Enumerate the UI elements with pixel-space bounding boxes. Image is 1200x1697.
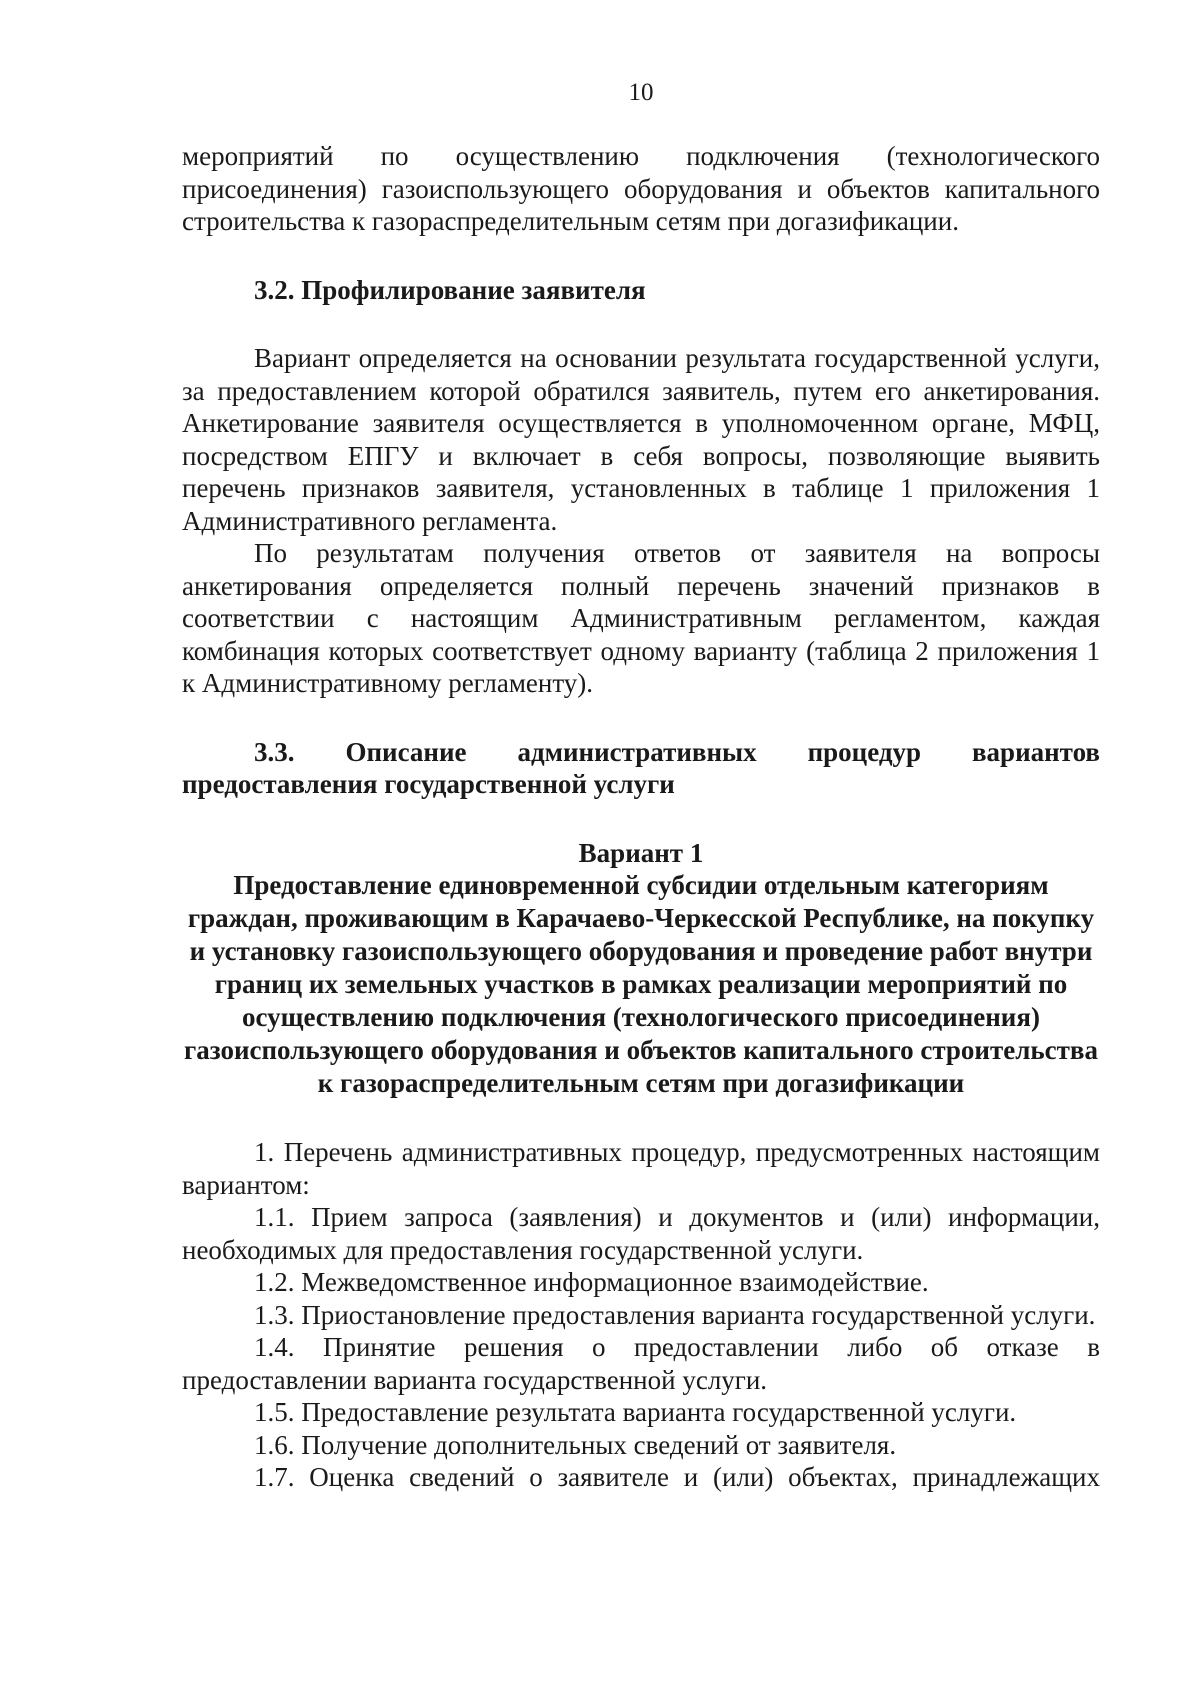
section-3-2-heading: 3.2. Профилирование заявителя — [254, 274, 646, 305]
variant-title: Вариант 1 — [578, 837, 704, 868]
section-3-2-paragraph-2: По результатам получения ответов от заявителя на вопросы анкетирования определяется полный перечень значений признаков в соответствии с настоящим Административным регламентом, каждая комбинация которых соответствует одному варианту (таблица 2 приложения 1 к Административному регламенту). — [182, 538, 1100, 698]
continuation-paragraph: мероприятий по осуществлению подключения (технологического присоединения) газоиспользующего оборудования и объектов капитального строительства к газораспределительным сетям при догазификации. — [182, 141, 1100, 236]
procedures-intro: 1. Перечень административных процедур, предусмотренных настоящим вариантом: — [182, 1137, 1100, 1200]
procedure-item-1-4: 1.4. Принятие решения о предоставлении либо об отказе в предоставлении варианта государственной услуги. — [182, 1332, 1100, 1395]
procedure-item-1-2: 1.2. Межведомственное информационное взаимодействие. — [254, 1267, 929, 1297]
section-3-3-heading: 3.3. Описание административных процедур вариантов предоставления государственной услуги — [182, 736, 1100, 799]
procedure-item-1-6: 1.6. Получение дополнительных сведений от заявителя. — [254, 1429, 897, 1460]
variant-description: Предоставление единовременной субсидии отдельным категориям граждан, проживающим в Карачаево-Черкесской Республике, на покупку и установку газоиспользующего оборудования и проведение работ внутри границ их земельных участков в рамках реализации мероприятий по осуществлению подключения (технологического присоединения) газоиспользующего оборудования и объектов капитального строительства к газораспределительным сетям при догазификации — [184, 870, 1098, 1098]
procedure-item-1-5: 1.5. Предоставление результата варианта государственной услуги. — [254, 1397, 1017, 1427]
procedure-item-1-7: 1.7. Оценка сведений о заявителе и (или) объектах, принадлежащих — [254, 1462, 1100, 1492]
procedure-item-1-1: 1.1. Прием запроса (заявления) и документов и (или) информации, необходимых для предоставления государственной услуги. — [182, 1202, 1100, 1265]
procedure-item-1-3: 1.3. Приостановление предоставления варианта государственной услуги. — [254, 1299, 1096, 1330]
section-3-2-paragraph-1: Вариант определяется на основании результата государственной услуги, за предоставлением которой обратился заявитель, путем его анкетирования. Анкетирование заявителя осуществляется в уполномоченном органе, МФЦ, посредством ЕПГУ и включает в себя вопросы, позволяющие выявить перечень признаков заявителя, установленных в таблице 1 приложения 1 Административного регламента. — [182, 343, 1100, 536]
page-number: 10 — [628, 79, 654, 106]
